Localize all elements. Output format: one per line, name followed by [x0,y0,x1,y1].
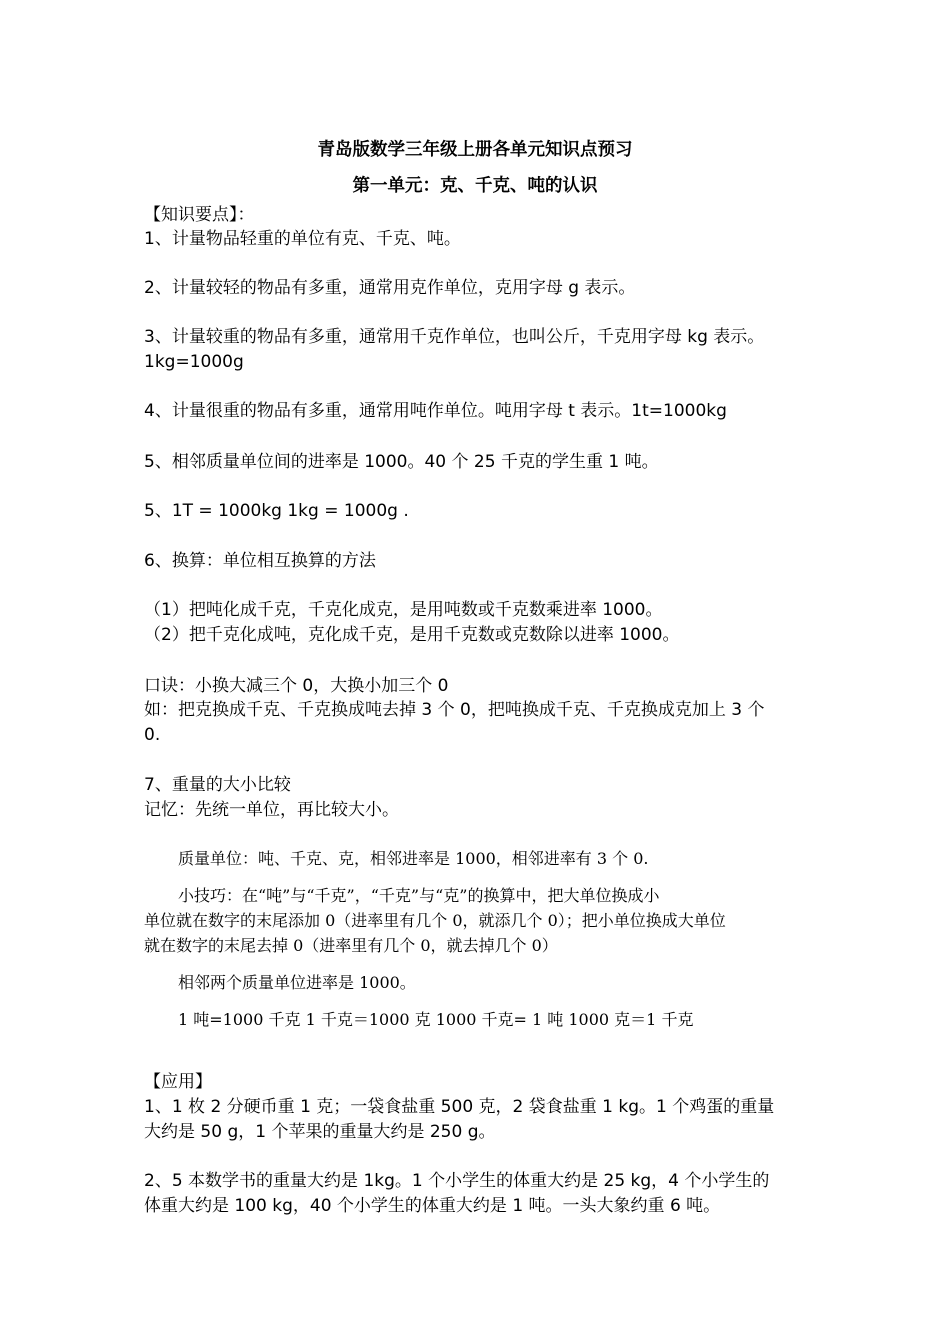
paragraph-3-line-2: 1kg=1000g [144,352,244,372]
knowledge-header: 【知识要点】： [144,205,255,225]
example-line-1: 如：把克换成千克、千克换成吨去掉 3 个 0，把吨换成千克、千克换成克加上 3 个 [144,700,765,720]
paragraph-2: 2、计量较轻的物品有多重，通常用克作单位，克用字母 g 表示。 [144,278,636,298]
unit-title: 第一单元：克、千克、吨的认识 [352,176,598,196]
tip-line-3: 就在数字的末尾去掉 0（进率里有几个 0，就去掉几个 0） [144,936,558,955]
paragraph-4: 4、计量很重的物品有多重，通常用吨作单位。吨用字母 t 表示。1t=1000kg [144,401,727,421]
application-1-line-1: 1、1 枚 2 分硬币重 1 克；一袋食盐重 500 克，2 袋食盐重 1 kg。1 个鸡蛋的重量 [144,1097,775,1117]
paragraph-6: 6、换算：单位相互换算的方法 [144,551,376,571]
paragraph-3-line-1: 3、计量较重的物品有多重，通常用千克作单位，也叫公斤，千克用字母 kg 表示。 [144,327,765,347]
application-1-line-2: 大约是 50 g，1 个苹果的重量大约是 250 g。 [144,1122,496,1142]
mnemonic: 口诀：小换大减三个 0，大换小加三个 0 [144,676,449,696]
tip-line-1: 小技巧：在“吨”与“千克”，“千克”与“克”的换算中，把大单位换成小 [178,886,660,905]
paragraph-1: 1、计量物品轻重的单位有克、千克、吨。 [144,229,461,249]
memory-note: 记忆：先统一单位，再比较大小。 [144,800,399,820]
paragraph-6-item-2: （2）把千克化成吨，克化成千克，是用千克数或克数除以进率 1000。 [144,625,680,645]
paragraph-6-item-1: （1）把吨化成千克，千克化成克，是用吨数或千克数乘进率 1000。 [144,600,663,620]
adjacent-rate-note: 相邻两个质量单位进率是 1000。 [178,973,416,992]
paragraph-5b: 5、1T = 1000kg 1kg = 1000g . [144,501,409,521]
application-2-line-2: 体重大约是 100 kg，40 个小学生的体重大约是 1 吨。一头大象约重 6 吨。 [144,1196,721,1216]
page-title: 青岛版数学三年级上册各单元知识点预习 [317,140,633,160]
application-header: 【应用】 [144,1072,212,1092]
unit-equations: 1 吨=1000 千克 1 千克＝1000 克 1000 千克= 1 吨 1000 克＝1 千克 [178,1010,694,1029]
application-2-line-1: 2、5 本数学书的重量大约是 1kg。1 个小学生的体重大约是 25 kg，4 个小学生的 [144,1171,770,1191]
example-line-2: 0. [144,725,161,745]
paragraph-7: 7、重量的大小比较 [144,775,291,795]
paragraph-5: 5、相邻质量单位间的进率是 1000。40 个 25 千克的学生重 1 吨。 [144,452,659,472]
tip-line-2: 单位就在数字的末尾添加 0（进率里有几个 0，就添几个 0）；把小单位换成大单位 [144,911,726,930]
mass-units-note: 质量单位：吨、千克、克，相邻进率是 1000，相邻进率有 3 个 0. [178,849,649,868]
